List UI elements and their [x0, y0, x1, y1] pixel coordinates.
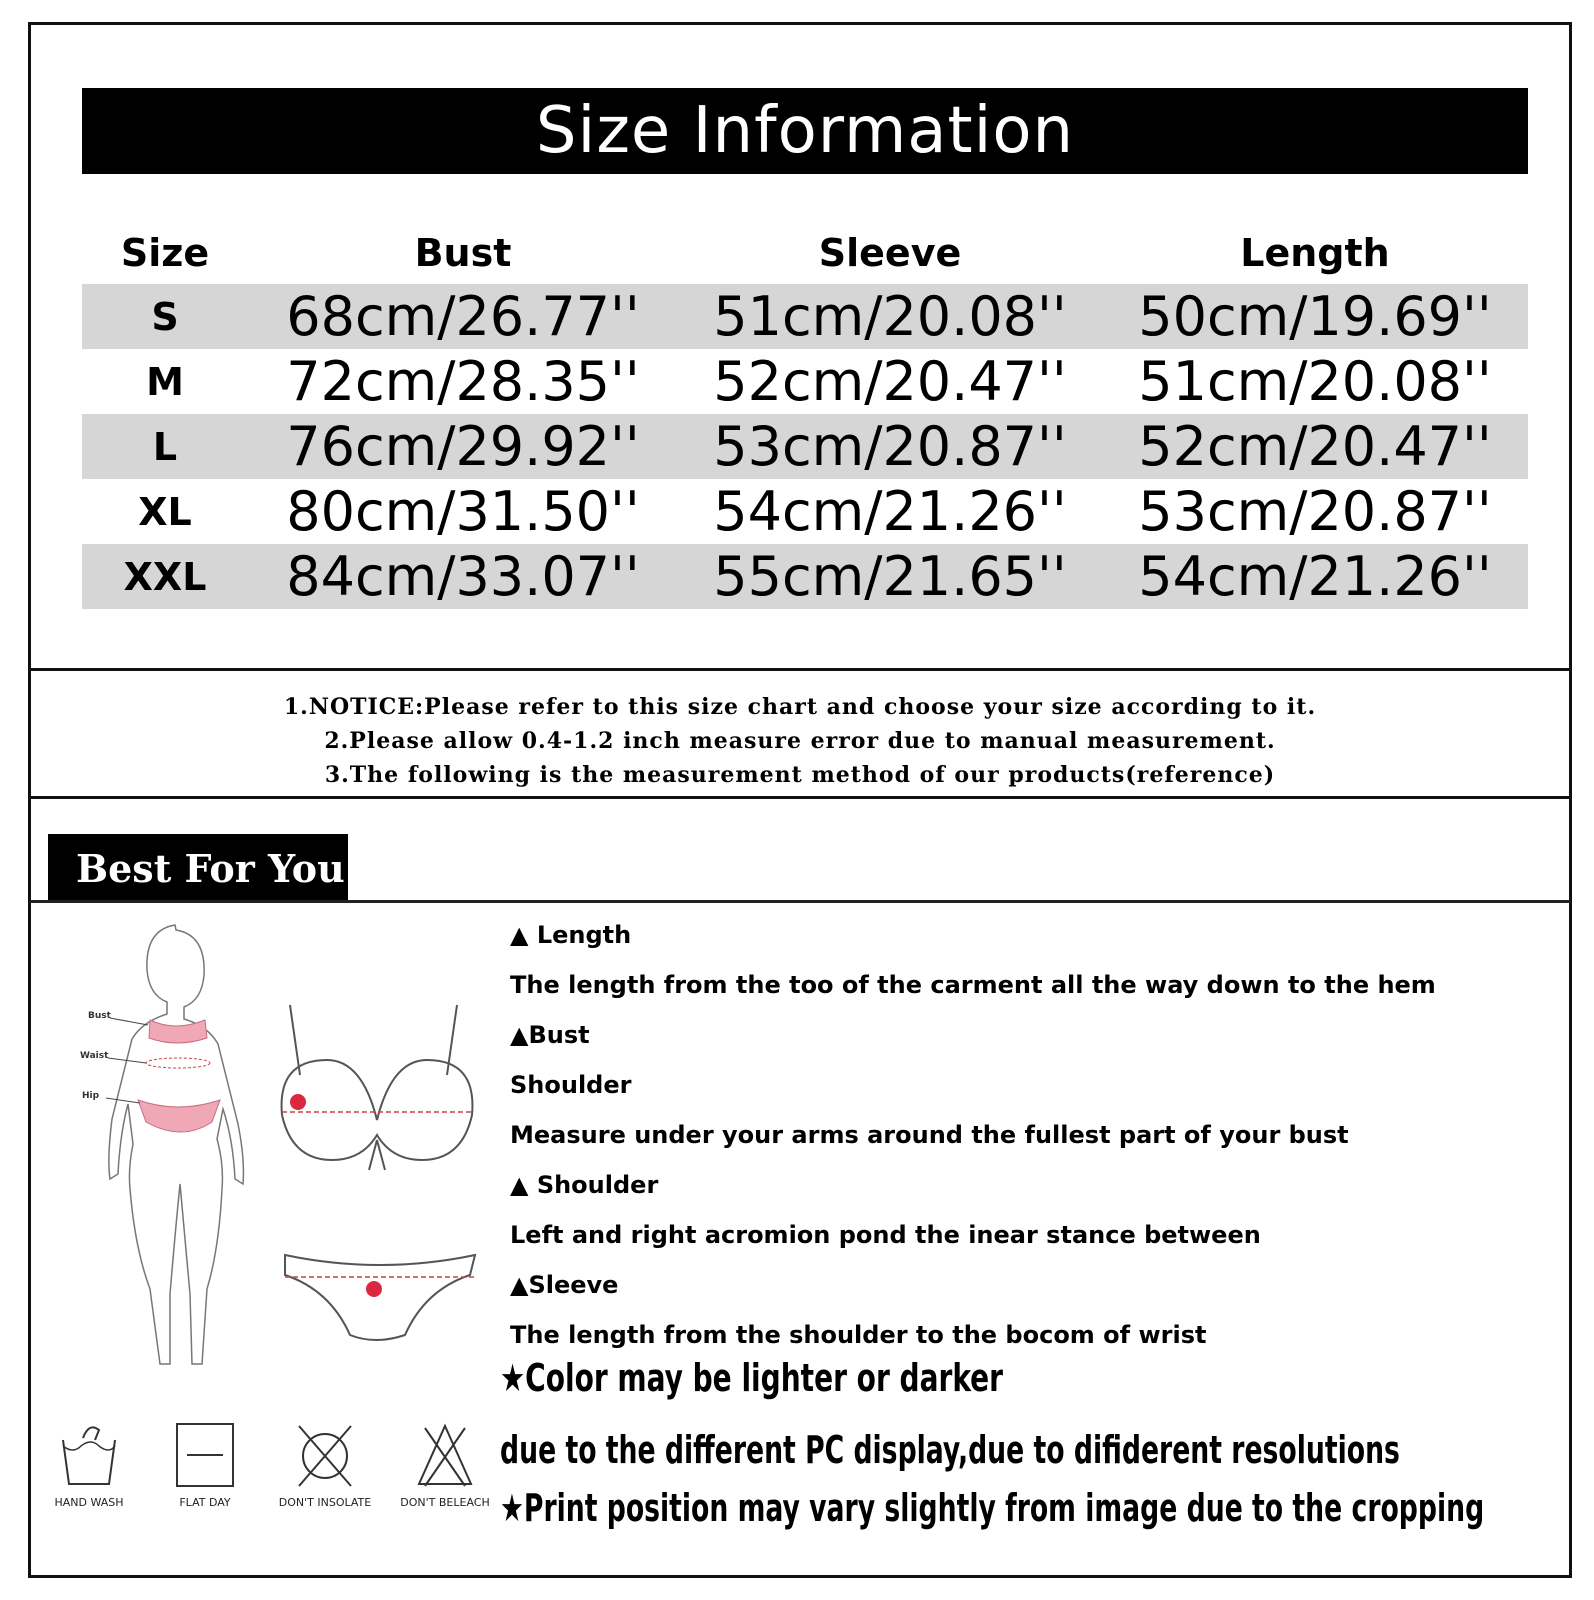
divider — [28, 796, 1572, 799]
table-row — [82, 349, 1528, 414]
bust-label: Bust — [88, 1011, 111, 1021]
bra-illustration — [272, 1000, 482, 1190]
flat-dry-care-item — [150, 1420, 260, 1509]
table-row — [82, 284, 1528, 349]
sleeve-value: 54cm/21.26'' — [713, 480, 1067, 543]
flat-dry-label: FLAT DAY — [179, 1496, 231, 1509]
best-for-you-tab: Best For You — [48, 834, 348, 902]
notice-line-3: 3.The following is the measurement method of our products(reference) — [324, 762, 1276, 788]
header-size: Size — [120, 231, 210, 275]
table-row — [82, 544, 1528, 609]
length-value: 53cm/20.87'' — [1138, 480, 1492, 543]
divider — [30, 900, 1570, 903]
header-bust: Bust — [414, 231, 512, 275]
size-label: XXL — [123, 554, 207, 599]
display-note: due to the different PC display,due to difiderent resolutions — [500, 1428, 1400, 1472]
size-label: XL — [138, 489, 192, 534]
length-value: 52cm/20.47'' — [1138, 415, 1492, 478]
bust-heading: ▲Bust — [510, 1021, 590, 1049]
bust-value: 84cm/33.07'' — [286, 545, 640, 608]
hand-wash-icon — [57, 1420, 121, 1490]
length-value: 50cm/19.69'' — [1138, 285, 1492, 348]
notice-block — [28, 690, 1572, 792]
shoulder-description: Left and right acromion pond the inear stance between — [510, 1221, 1261, 1249]
sleeve-value: 55cm/21.65'' — [713, 545, 1067, 608]
hand-wash-care-item — [34, 1420, 144, 1509]
bust-value: 72cm/28.35'' — [286, 350, 640, 413]
waist-label: Waist — [80, 1051, 109, 1061]
divider — [28, 668, 1572, 671]
notice-line-2: 2.Please allow 0.4-1.2 inch measure error due to manual measurement. — [324, 728, 1276, 754]
hip-label: Hip — [82, 1091, 100, 1101]
panty-illustration — [280, 1245, 480, 1345]
dont-tumble-dry-icon — [293, 1420, 357, 1490]
header-sleeve: Sleeve — [818, 231, 962, 275]
dont-insolate-label: DON'T INSOLATE — [278, 1496, 372, 1509]
size-label: S — [151, 294, 179, 339]
sleeve-heading: ▲Sleeve — [510, 1271, 619, 1299]
sleeve-value: 53cm/20.87'' — [713, 415, 1067, 478]
dont-bleach-label: DON'T BELEACH — [400, 1496, 490, 1509]
bust-value: 76cm/29.92'' — [286, 415, 640, 478]
header-length: Length — [1240, 231, 1390, 275]
bust-value: 80cm/31.50'' — [286, 480, 640, 543]
dont-insolate-care-item — [270, 1420, 380, 1509]
sleeve-value: 52cm/20.47'' — [713, 350, 1067, 413]
length-heading: ▲ Length — [510, 921, 632, 949]
dont-bleach-icon — [413, 1420, 477, 1490]
sleeve-description: The length from the shoulder to the bocom of wrist — [510, 1321, 1207, 1349]
page-title: Size Information — [82, 88, 1528, 174]
model-figure-illustration — [80, 915, 280, 1385]
length-value: 51cm/20.08'' — [1138, 350, 1492, 413]
flat-dry-icon — [173, 1420, 237, 1490]
table-row — [82, 479, 1528, 544]
table-header-row — [82, 222, 1528, 284]
bust-value: 68cm/26.77'' — [286, 285, 640, 348]
length-description: The length from the too of the carment all the way down to the hem — [510, 971, 1436, 999]
sleeve-value: 51cm/20.08'' — [713, 285, 1067, 348]
length-value: 54cm/21.26'' — [1138, 545, 1492, 608]
table-row — [82, 414, 1528, 479]
size-label: L — [152, 424, 178, 469]
hand-wash-label: HAND WASH — [54, 1496, 124, 1509]
dont-bleach-care-item — [390, 1420, 500, 1509]
notice-line-1: 1.NOTICE:Please refer to this size chart and choose your size according to it. — [283, 694, 1317, 720]
shoulder-heading: ▲ Shoulder — [510, 1171, 659, 1199]
size-label: M — [146, 359, 184, 404]
bust-description: Measure under your arms around the fullest part of your bust — [510, 1121, 1349, 1149]
shoulder-label: Shoulder — [510, 1071, 632, 1099]
print-position-note: ★Print position may vary slightly from image due to the cropping — [500, 1486, 1485, 1530]
color-note: ★Color may be lighter or darker — [500, 1356, 1003, 1400]
size-table — [82, 222, 1528, 609]
measurement-descriptions — [510, 910, 1550, 1360]
